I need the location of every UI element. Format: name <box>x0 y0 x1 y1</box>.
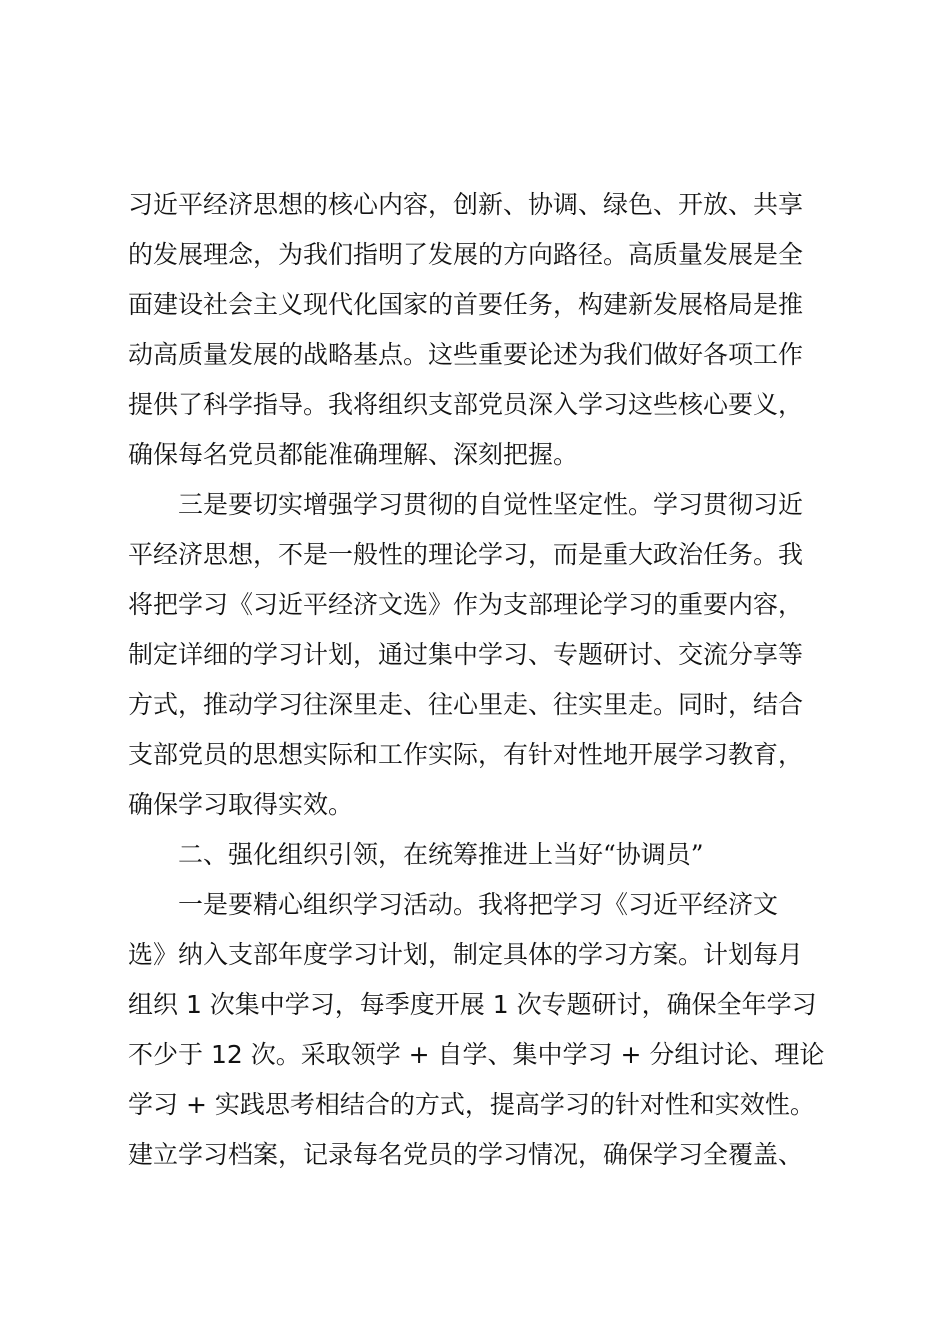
text-line: 制定详细的学习计划，通过集中学习、专题研讨、交流分享等 <box>128 640 804 669</box>
text-line: 动高质量发展的战略基点。这些重要论述为我们做好各项工作 <box>128 340 804 369</box>
text-line: 建立学习档案，记录每名党员的学习情况，确保学习全覆盖、 <box>128 1140 804 1169</box>
section-heading: 二、强化组织引领，在统筹推进上当好“协调员” <box>178 840 704 869</box>
text-line: 提供了科学指导。我将组织支部党员深入学习这些核心要义， <box>128 390 804 419</box>
text-line: 选》纳入支部年度学习计划，制定具体的学习方案。计划每月 <box>128 940 804 969</box>
text-line: 面建设社会主义现代化国家的首要任务，构建新发展格局是推 <box>128 290 804 319</box>
text-line: 习近平经济思想的核心内容，创新、协调、绿色、开放、共享 <box>128 190 804 219</box>
text-line: 学习 + 实践思考相结合的方式，提高学习的针对性和实效性。 <box>128 1090 815 1119</box>
text-line: 将把学习《习近平经济文选》作为支部理论学习的重要内容， <box>128 590 804 619</box>
paragraph-first-line: 三是要切实增强学习贯彻的自觉性坚定性。学习贯彻习近 <box>178 490 804 519</box>
text-line: 不少于 12 次。采取领学 + 自学、集中学习 + 分组讨论、理论 <box>128 1040 825 1069</box>
paragraph-first-line: 一是要精心组织学习活动。我将把学习《习近平经济文 <box>178 890 779 919</box>
text-line: 支部党员的思想实际和工作实际，有针对性地开展学习教育， <box>128 740 804 769</box>
text-line: 确保每名党员都能准确理解、深刻把握。 <box>128 440 579 469</box>
text-line: 方式，推动学习往深里走、往心里走、往实里走。同时，结合 <box>128 690 804 719</box>
text-line: 平经济思想，不是一般性的理论学习，而是重大政治任务。我 <box>128 540 804 569</box>
document-body <box>128 180 838 1180</box>
text-line: 的发展理念，为我们指明了发展的方向路径。高质量发展是全 <box>128 240 804 269</box>
text-line: 组织 1 次集中学习，每季度开展 1 次专题研讨，确保全年学习 <box>128 990 817 1019</box>
text-line: 确保学习取得实效。 <box>128 790 354 819</box>
